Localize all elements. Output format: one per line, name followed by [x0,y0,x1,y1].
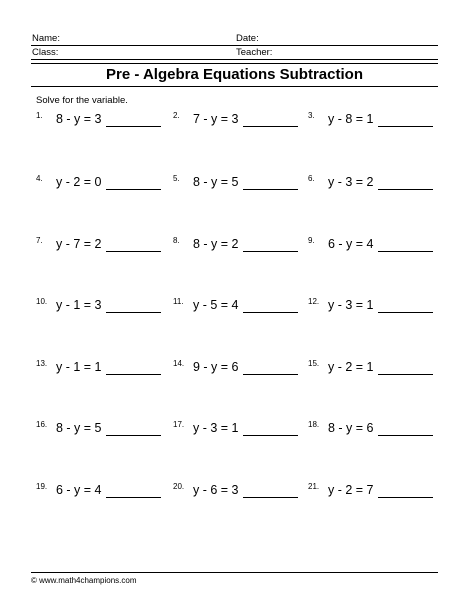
problem-number: 18. [308,420,320,429]
problem-equation: y - 7 = 2 [56,237,102,251]
problem-item [173,111,305,131]
problem-equation: y - 1 = 1 [56,360,102,374]
problem-item [36,297,168,317]
problem-equation: y - 3 = 1 [193,421,239,435]
problem-number: 4. [36,174,43,183]
problem-equation: 8 - y = 3 [56,112,102,126]
problem-equation: 8 - y = 5 [56,421,102,435]
answer-blank[interactable] [106,251,161,252]
problem-number: 9. [308,236,315,245]
problem-equation: y - 8 = 1 [328,112,374,126]
problem-item [36,359,168,379]
problem-number: 8. [173,236,180,245]
answer-blank[interactable] [106,189,161,190]
problem-equation: y - 3 = 1 [328,298,374,312]
problem-equation: y - 3 = 2 [328,175,374,189]
problem-number: 3. [308,111,315,120]
problem-item [173,174,305,194]
problem-equation: 8 - y = 5 [193,175,239,189]
problem-number: 10. [36,297,48,306]
problem-number: 14. [173,359,185,368]
copyright-footer: © www.math4champions.com [31,576,137,585]
answer-blank[interactable] [106,126,161,127]
problem-equation: 7 - y = 3 [193,112,239,126]
problem-item [308,420,440,440]
problem-number: 12. [308,297,320,306]
problem-item [173,482,305,502]
problem-item [308,482,440,502]
answer-blank[interactable] [243,497,298,498]
problem-equation: y - 2 = 0 [56,175,102,189]
class-teacher-row [31,46,438,60]
teacher-label: Teacher: [236,47,273,58]
title-band [31,63,438,87]
problem-number: 17. [173,420,185,429]
answer-blank[interactable] [378,497,433,498]
problem-number: 11. [173,297,184,306]
problem-equation: 8 - y = 2 [193,237,239,251]
answer-blank[interactable] [106,497,161,498]
answer-blank[interactable] [243,126,298,127]
problem-item [173,359,305,379]
name-label: Name: [32,33,60,44]
answer-blank[interactable] [378,189,433,190]
problem-item [173,297,305,317]
problem-item [36,236,168,256]
problem-item [308,297,440,317]
answer-blank[interactable] [243,374,298,375]
problem-number: 1. [36,111,43,120]
answer-blank[interactable] [243,251,298,252]
problem-item [308,236,440,256]
instruction-text: Solve for the variable. [36,95,128,106]
problem-number: 16. [36,420,48,429]
name-date-row [31,32,438,46]
problem-equation: 8 - y = 6 [328,421,374,435]
problem-item [36,420,168,440]
problem-equation: y - 2 = 1 [328,360,374,374]
answer-blank[interactable] [106,312,161,313]
problem-equation: 6 - y = 4 [328,237,374,251]
answer-blank[interactable] [378,374,433,375]
problem-item [308,174,440,194]
problem-item [173,236,305,256]
problem-item [36,482,168,502]
answer-blank[interactable] [243,312,298,313]
answer-blank[interactable] [243,435,298,436]
problem-number: 6. [308,174,315,183]
answer-blank[interactable] [243,189,298,190]
problem-equation: 9 - y = 6 [193,360,239,374]
answer-blank[interactable] [378,435,433,436]
problem-equation: 6 - y = 4 [56,483,102,497]
problem-equation: y - 2 = 7 [328,483,374,497]
problem-equation: y - 1 = 3 [56,298,102,312]
problem-number: 19. [36,482,48,491]
problem-item [36,174,168,194]
problem-number: 21. [308,482,320,491]
problem-number: 15. [308,359,320,368]
problem-item [173,420,305,440]
problem-number: 13. [36,359,48,368]
answer-blank[interactable] [378,312,433,313]
problem-number: 7. [36,236,43,245]
problem-equation: y - 6 = 3 [193,483,239,497]
answer-blank[interactable] [106,374,161,375]
problem-number: 20. [173,482,185,491]
answer-blank[interactable] [378,126,433,127]
problem-item [308,111,440,131]
problem-number: 2. [173,111,180,120]
problem-equation: y - 5 = 4 [193,298,239,312]
problem-item [308,359,440,379]
problem-item [36,111,168,131]
class-label: Class: [32,47,59,58]
answer-blank[interactable] [106,435,161,436]
answer-blank[interactable] [378,251,433,252]
footer-divider [31,572,438,573]
date-label: Date: [236,33,259,44]
problem-number: 5. [173,174,180,183]
worksheet-title: Pre - Algebra Equations Subtraction [106,66,363,83]
